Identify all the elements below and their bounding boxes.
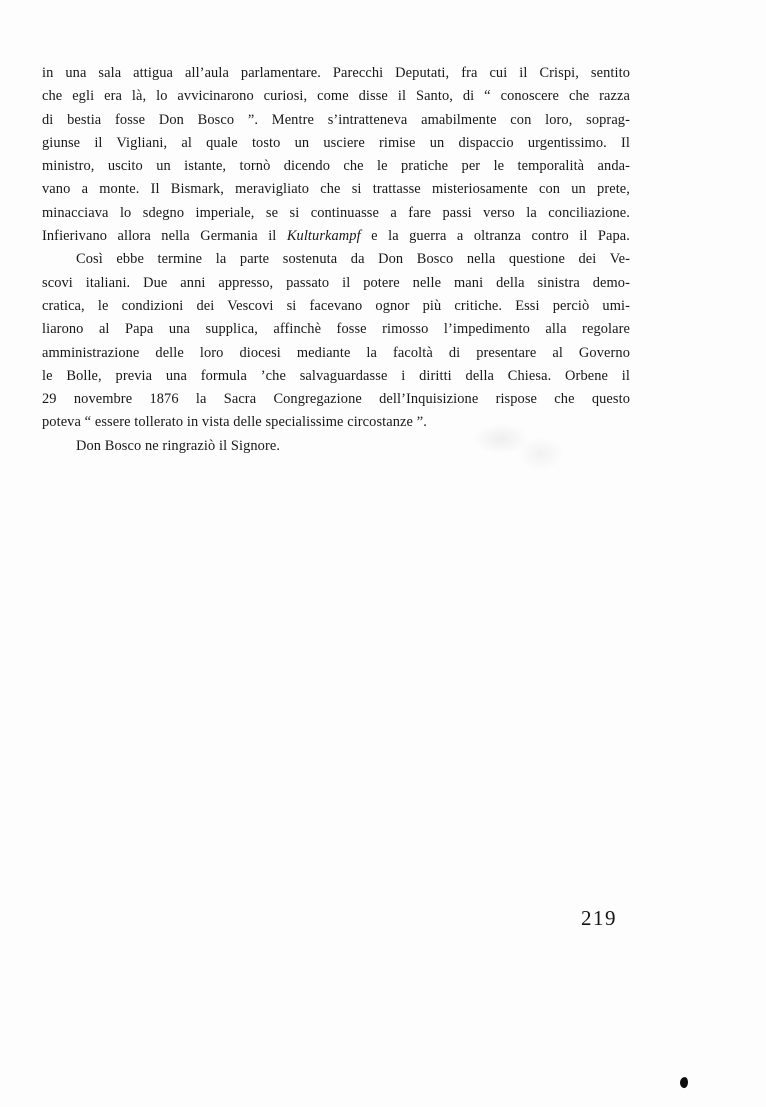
ink-speck	[679, 1076, 688, 1088]
text-line: minacciava lo sdegno imperiale, se si continuasse a fare passi verso la conciliazione.	[42, 204, 630, 221]
text-segment: Infierivano allora nella Germania il	[42, 228, 287, 245]
text-line: che egli era là, lo avvicinarono curiosi, come disse il Santo, di “ conoscere che razza	[42, 88, 630, 105]
paragraph	[42, 248, 630, 434]
page-number: 219	[581, 906, 617, 930]
text-line: scovi italiani. Due anni appresso, passato il potere nelle mani della sinistra demo-	[42, 274, 630, 291]
text-line: 29 novembre 1876 la Sacra Congregazione dell’Inquisizione rispose che questo	[42, 391, 630, 408]
paragraph	[42, 62, 630, 248]
text-block	[42, 62, 630, 458]
text-segment: e la guerra a oltranza contro il Papa.	[360, 228, 630, 245]
italic-text: Kulturkampf	[286, 228, 361, 245]
text-line: Così ebbe termine la parte sostenuta da Don Bosco nella questione dei Ve-	[76, 251, 630, 268]
text-line: Don Bosco ne ringraziò il Signore.	[76, 437, 281, 454]
text-line: le Bolle, previa una formula ’che salvaguardasse i diritti della Chiesa. Orbene il	[42, 367, 630, 384]
text-line: in una sala attigua all’aula parlamentare. Parecchi Deputati, fra cui il Crispi, sentito	[42, 65, 630, 81]
text-line: cratica, le condizioni dei Vescovi si facevano ognor più critiche. Essi perciò umi-	[42, 297, 630, 314]
text-line: di bestia fosse Don Bosco ”. Mentre s’intratteneva amabilmente con loro, soprag-	[42, 111, 630, 128]
text-line: ministro, uscito un istante, tornò dicendo che le pratiche per le temporalità anda-	[42, 158, 630, 175]
text-line: giunse il Vigliani, al quale tosto un usciere rimise un dispaccio urgentissimo. Il	[42, 134, 630, 151]
text-line: poteva “ essere tollerato in vista delle specialissime circostanze ”.	[42, 414, 427, 431]
text-line: amministrazione delle loro diocesi mediante la facoltà di presentare al Governo	[42, 344, 630, 361]
text-line: liarono al Papa una supplica, affinchè fosse rimosso l’impedimento alla regolare	[42, 321, 630, 338]
text-line	[42, 225, 630, 248]
text-line: vano a monte. Il Bismark, meravigliato che si trattasse misteriosamente con un prete,	[42, 181, 630, 198]
paragraph	[42, 435, 630, 458]
